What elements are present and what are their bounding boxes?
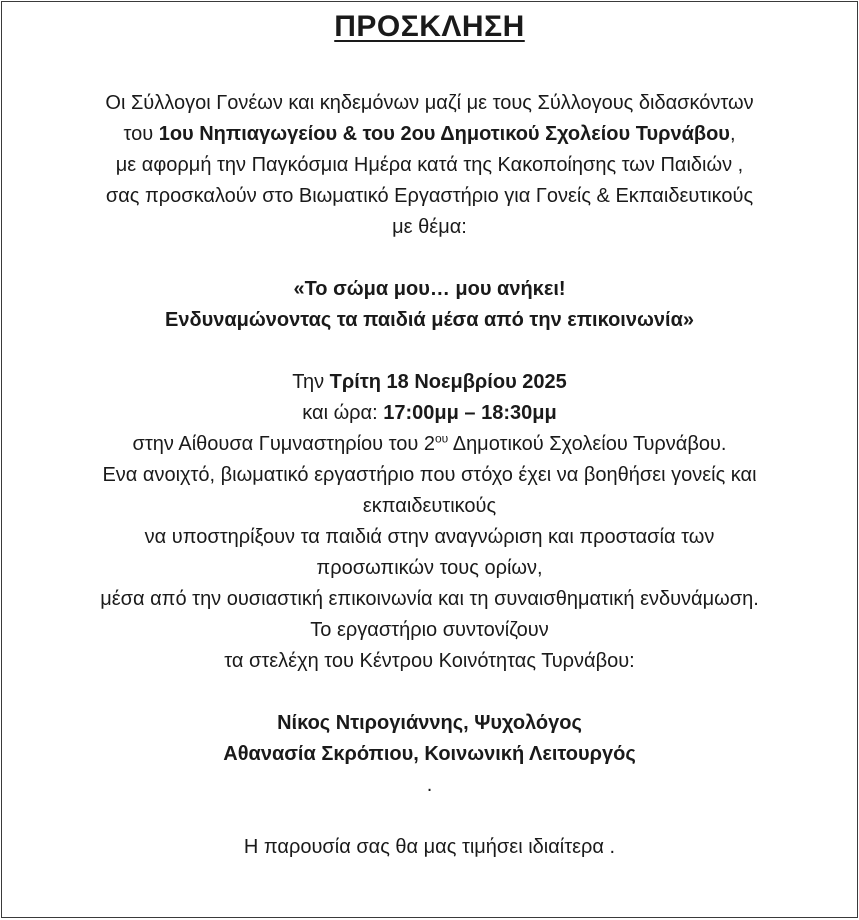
event-time-prefix: και ώρα: [302, 402, 384, 424]
invitation-page [1, 1, 858, 918]
spacer [8, 336, 851, 367]
theme-line-1: «Το σώμα μου… μου ανήκει! [293, 278, 566, 300]
description-line-1: Ενα ανοιχτό, βιωματικό εργαστήριο που στόχο έχει να βοηθήσει γονείς και [102, 464, 757, 486]
speaker-1: Νίκος Ντιρογιάννης, Ψυχολόγος [277, 712, 582, 734]
intro-line-3: με αφορμή την Παγκόσμια Ημέρα κατά της Κακοποίησης των Παιδιών , [115, 154, 744, 176]
event-venue-sup: ου [435, 431, 449, 446]
description-line-2: εκπαιδευτικούς [362, 495, 497, 517]
description-line-4: προσωπικών τους ορίων, [316, 557, 543, 579]
event-venue [8, 429, 851, 460]
spacer [8, 677, 851, 708]
separator-dot: . [426, 774, 433, 796]
schools-names: 1ου Νηπιαγωγείου & του 2ου Δημοτικού Σχολείου Τυρνάβου [158, 123, 730, 145]
event-venue-suffix: Δημοτικού Σχολείου Τυρνάβου. [448, 433, 727, 455]
description-line-5: μέσα από την ουσιαστική επικοινωνία και τη συναισθηματική ενδυνάμωση. [100, 588, 759, 610]
intro-line-4: σας προσκαλούν στο Βιωματικό Εργαστήριο για Γονείς & Εκπαιδευτικούς [105, 185, 754, 207]
event-venue-prefix: στην Αίθουσα Γυμναστηρίου του 2 [132, 433, 435, 455]
description-line-6: Το εργαστήριο συντονίζουν [310, 619, 549, 641]
closing-line: Η παρουσία σας θα μας τιμήσει ιδιαίτερα . [243, 836, 616, 858]
speaker-2: Αθανασία Σκρόπιου, Κοινωνική Λειτουργός [223, 743, 636, 765]
intro-line-5: με θέμα: [392, 216, 467, 238]
event-date-value: Τρίτη 18 Νοεμβρίου 2025 [329, 371, 567, 393]
description-line-3: να υποστηρίξουν τα παιδιά στην αναγνώριση και προστασία των [144, 526, 715, 548]
event-date [8, 367, 851, 398]
intro-line-2 [8, 119, 851, 150]
event-date-prefix: Την [292, 371, 330, 393]
event-time-value: 17:00μμ – 18:30μμ [383, 402, 557, 424]
intro-line-1: Οι Σύλλογοι Γονέων και κηδεμόνων μαζί με τους Σύλλογους διδασκόντων [105, 92, 754, 114]
intro-line-2-prefix: του [123, 123, 159, 145]
spacer [8, 801, 851, 832]
spacer [8, 243, 851, 274]
invitation-title: ΠΡΟΣΚΛΗΣΗ [334, 10, 525, 43]
description-line-7: τα στελέχη του Κέντρου Κοινότητας Τυρνάβου: [224, 650, 635, 672]
theme-line-2: Ενδυναμώνοντας τα παιδιά μέσα από την επικοινωνία» [165, 309, 694, 331]
invitation-body [8, 88, 851, 863]
intro-line-2-suffix: , [729, 123, 736, 145]
event-time [8, 398, 851, 429]
